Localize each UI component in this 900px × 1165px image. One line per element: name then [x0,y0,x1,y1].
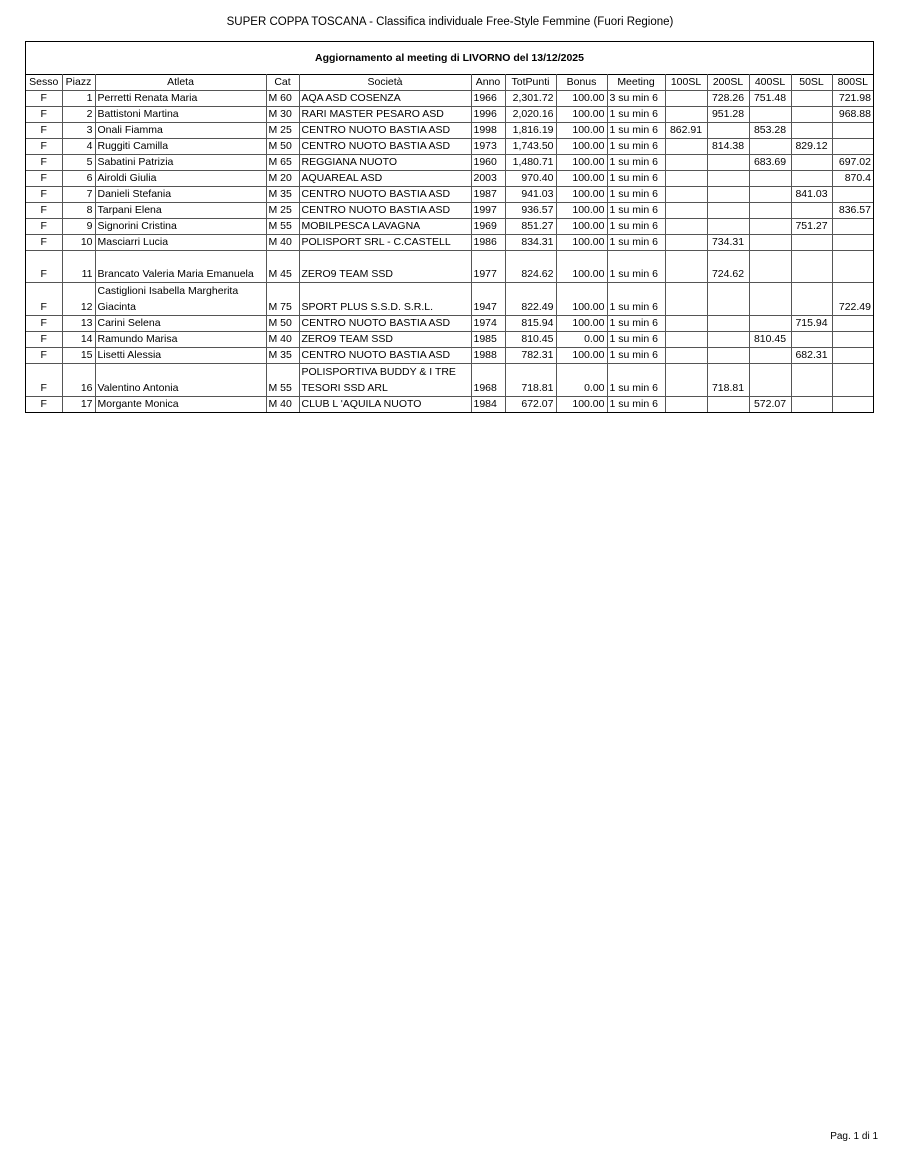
table-header-row [26,75,873,91]
cell-sl50 [791,107,832,123]
cell-societa: CENTRO NUOTO BASTIA ASD [299,203,471,219]
cell-anno: 1977 [471,251,505,283]
cell-sl400: 572.07 [749,397,791,413]
cell-anno: 1974 [471,316,505,332]
table-row [26,364,873,397]
update-subtitle: Aggiornamento al meeting di LIVORNO del 13/12/2025 [315,52,584,64]
cell-bonus: 100.00 [556,219,607,235]
cell-sl50 [791,91,832,107]
cell-sl400 [749,107,791,123]
cell-sesso: F [26,316,62,332]
table-row [26,316,873,332]
header-piazz: Piazz [62,75,95,91]
cell-atleta: Masciarri Lucia [95,235,266,251]
cell-sl200: 728.26 [707,91,749,107]
cell-sesso: F [26,203,62,219]
cell-sl50 [791,123,832,139]
cell-societa: RARI MASTER PESARO ASD [299,107,471,123]
cell-meeting: 1 su min 6 [607,397,665,413]
cell-sl400 [749,251,791,283]
cell-sl200 [707,397,749,413]
cell-anno: 1960 [471,155,505,171]
cell-meeting: 1 su min 6 [607,107,665,123]
cell-atleta: Castiglioni Isabella Margherita Giacinta [95,283,266,316]
cell-sl50 [791,155,832,171]
cell-societa: SPORT PLUS S.S.D. S.R.L. [299,283,471,316]
cell-atleta: Signorini Cristina [95,219,266,235]
cell-cat: M 35 [266,187,299,203]
cell-societa: ZERO9 TEAM SSD [299,251,471,283]
cell-cat: M 60 [266,91,299,107]
cell-bonus: 100.00 [556,139,607,155]
cell-bonus: 100.00 [556,235,607,251]
table-row [26,139,873,155]
table-row [26,348,873,364]
cell-sesso: F [26,251,62,283]
cell-tot: 2,020.16 [505,107,556,123]
cell-sl200 [707,316,749,332]
cell-atleta: Battistoni Martina [95,107,266,123]
cell-sl800: 836.57 [832,203,873,219]
cell-societa: POLISPORT SRL - C.CASTELL [299,235,471,251]
cell-sesso: F [26,348,62,364]
cell-anno: 1988 [471,348,505,364]
cell-sl800 [832,187,873,203]
cell-cat: M 40 [266,235,299,251]
cell-tot: 941.03 [505,187,556,203]
cell-meeting: 1 su min 6 [607,283,665,316]
cell-societa: CENTRO NUOTO BASTIA ASD [299,123,471,139]
cell-sl100 [665,139,707,155]
cell-piazz: 4 [62,139,95,155]
cell-atleta: Ruggiti Camilla [95,139,266,155]
cell-sl800: 968.88 [832,107,873,123]
ranking-table [26,74,873,412]
cell-bonus: 100.00 [556,187,607,203]
cell-sl200: 734.31 [707,235,749,251]
cell-piazz: 12 [62,283,95,316]
header-meeting: Meeting [607,75,665,91]
cell-tot: 834.31 [505,235,556,251]
header-50sl: 50SL [791,75,832,91]
cell-sesso: F [26,364,62,397]
cell-sl200 [707,171,749,187]
cell-anno: 1987 [471,187,505,203]
cell-cat: M 40 [266,332,299,348]
cell-piazz: 9 [62,219,95,235]
cell-sl400 [749,171,791,187]
cell-sl800 [832,251,873,283]
cell-sl800 [832,332,873,348]
cell-meeting: 3 su min 6 [607,91,665,107]
cell-bonus: 0.00 [556,364,607,397]
cell-sl50 [791,235,832,251]
cell-bonus: 100.00 [556,107,607,123]
cell-tot: 1,480.71 [505,155,556,171]
cell-sl50: 715.94 [791,316,832,332]
cell-bonus: 100.00 [556,123,607,139]
table-row [26,91,873,107]
header-400sl: 400SL [749,75,791,91]
cell-sl50: 682.31 [791,348,832,364]
cell-sl100 [665,316,707,332]
cell-anno: 1968 [471,364,505,397]
cell-sl50 [791,283,832,316]
cell-sl100 [665,203,707,219]
cell-cat: M 50 [266,316,299,332]
cell-sl400: 683.69 [749,155,791,171]
cell-sl800 [832,139,873,155]
cell-piazz: 14 [62,332,95,348]
cell-sl100 [665,364,707,397]
cell-atleta: Perretti Renata Maria [95,91,266,107]
cell-sl400 [749,348,791,364]
cell-sl50 [791,332,832,348]
header-sesso: Sesso [26,75,62,91]
cell-anno: 1973 [471,139,505,155]
cell-sl200 [707,203,749,219]
cell-sl50 [791,364,832,397]
table-row [26,155,873,171]
cell-sl100 [665,171,707,187]
cell-piazz: 5 [62,155,95,171]
cell-sl400 [749,235,791,251]
cell-atleta: Lisetti Alessia [95,348,266,364]
cell-piazz: 8 [62,203,95,219]
cell-meeting: 1 su min 6 [607,203,665,219]
ranking-frame [25,41,874,413]
cell-sesso: F [26,91,62,107]
cell-sl800 [832,235,873,251]
cell-atleta: Carini Selena [95,316,266,332]
table-row [26,283,873,316]
cell-meeting: 1 su min 6 [607,235,665,251]
cell-sesso: F [26,187,62,203]
cell-tot: 1,743.50 [505,139,556,155]
cell-meeting: 1 su min 6 [607,219,665,235]
cell-anno: 1998 [471,123,505,139]
cell-sl200 [707,283,749,316]
cell-meeting: 1 su min 6 [607,187,665,203]
cell-sl800: 870.4 [832,171,873,187]
cell-sesso: F [26,139,62,155]
cell-sl100 [665,397,707,413]
cell-sl400: 853.28 [749,123,791,139]
cell-meeting: 1 su min 6 [607,171,665,187]
cell-anno: 1966 [471,91,505,107]
cell-piazz: 6 [62,171,95,187]
cell-societa: POLISPORTIVA BUDDY & I TRE TESORI SSD ARL [299,364,471,397]
cell-sl100 [665,348,707,364]
cell-piazz: 11 [62,251,95,283]
cell-tot: 824.62 [505,251,556,283]
cell-sl400 [749,219,791,235]
table-row [26,332,873,348]
cell-sesso: F [26,332,62,348]
cell-sl50: 829.12 [791,139,832,155]
cell-atleta: Valentino Antonia [95,364,266,397]
cell-piazz: 15 [62,348,95,364]
cell-sl100 [665,107,707,123]
cell-societa: AQA ASD COSENZA [299,91,471,107]
cell-sl50: 751.27 [791,219,832,235]
cell-sl400 [749,364,791,397]
cell-societa: CENTRO NUOTO BASTIA ASD [299,139,471,155]
cell-bonus: 100.00 [556,348,607,364]
cell-anno: 1996 [471,107,505,123]
cell-tot: 672.07 [505,397,556,413]
cell-sl200 [707,187,749,203]
cell-piazz: 10 [62,235,95,251]
cell-meeting: 1 su min 6 [607,316,665,332]
cell-meeting: 1 su min 6 [607,251,665,283]
cell-bonus: 0.00 [556,332,607,348]
table-body [26,91,873,413]
cell-bonus: 100.00 [556,203,607,219]
cell-sesso: F [26,171,62,187]
header-anno: Anno [471,75,505,91]
cell-sl800 [832,219,873,235]
cell-cat: M 55 [266,219,299,235]
cell-cat: M 35 [266,348,299,364]
cell-piazz: 17 [62,397,95,413]
cell-anno: 1997 [471,203,505,219]
cell-sl800: 721.98 [832,91,873,107]
table-row [26,107,873,123]
cell-tot: 815.94 [505,316,556,332]
cell-piazz: 16 [62,364,95,397]
cell-sesso: F [26,283,62,316]
cell-atleta: Danieli Stefania [95,187,266,203]
cell-anno: 1984 [471,397,505,413]
cell-sl800: 722.49 [832,283,873,316]
header-totpunti: TotPunti [505,75,556,91]
cell-bonus: 100.00 [556,283,607,316]
cell-sl800 [832,316,873,332]
cell-piazz: 1 [62,91,95,107]
cell-cat: M 50 [266,139,299,155]
cell-sl400 [749,139,791,155]
cell-sl800 [832,364,873,397]
cell-sl200 [707,219,749,235]
cell-cat: M 55 [266,364,299,397]
cell-sl100: 862.91 [665,123,707,139]
cell-sl200 [707,123,749,139]
cell-sl400: 810.45 [749,332,791,348]
cell-societa: CENTRO NUOTO BASTIA ASD [299,316,471,332]
cell-tot: 810.45 [505,332,556,348]
cell-sl200: 718.81 [707,364,749,397]
cell-meeting: 1 su min 6 [607,139,665,155]
cell-sl100 [665,155,707,171]
cell-anno: 2003 [471,171,505,187]
header-200sl: 200SL [707,75,749,91]
cell-sesso: F [26,123,62,139]
cell-cat: M 45 [266,251,299,283]
cell-tot: 936.57 [505,203,556,219]
cell-cat: M 20 [266,171,299,187]
document-title: SUPER COPPA TOSCANA - Classifica individuale Free-Style Femmine (Fuori Regione) [226,16,674,28]
cell-meeting: 1 su min 6 [607,332,665,348]
cell-atleta: Morgante Monica [95,397,266,413]
cell-meeting: 1 su min 6 [607,123,665,139]
cell-bonus: 100.00 [556,316,607,332]
table-row [26,203,873,219]
cell-sl100 [665,251,707,283]
cell-sl800 [832,348,873,364]
cell-tot: 851.27 [505,219,556,235]
cell-piazz: 3 [62,123,95,139]
table-row [26,123,873,139]
cell-sl400 [749,187,791,203]
table-row [26,171,873,187]
cell-bonus: 100.00 [556,397,607,413]
cell-sl800 [832,123,873,139]
cell-atleta: Tarpani Elena [95,203,266,219]
cell-atleta: Ramundo Marisa [95,332,266,348]
cell-societa: MOBILPESCA LAVAGNA [299,219,471,235]
cell-bonus: 100.00 [556,155,607,171]
cell-atleta: Sabatini Patrizia [95,155,266,171]
cell-societa: ZERO9 TEAM SSD [299,332,471,348]
cell-sesso: F [26,397,62,413]
cell-societa: CLUB L 'AQUILA NUOTO [299,397,471,413]
cell-sesso: F [26,107,62,123]
cell-societa: CENTRO NUOTO BASTIA ASD [299,348,471,364]
table-row [26,219,873,235]
cell-sl50 [791,397,832,413]
cell-sl200 [707,332,749,348]
header-100sl: 100SL [665,75,707,91]
cell-cat: M 40 [266,397,299,413]
cell-atleta: Airoldi Giulia [95,171,266,187]
cell-sl100 [665,91,707,107]
cell-sesso: F [26,235,62,251]
cell-sl50 [791,251,832,283]
cell-meeting: 1 su min 6 [607,364,665,397]
cell-piazz: 13 [62,316,95,332]
cell-sl100 [665,187,707,203]
header-cat: Cat [266,75,299,91]
cell-cat: M 25 [266,123,299,139]
cell-tot: 782.31 [505,348,556,364]
cell-sesso: F [26,219,62,235]
table-row [26,235,873,251]
cell-sl800 [832,397,873,413]
header-atleta: Atleta [95,75,266,91]
cell-anno: 1947 [471,283,505,316]
header-800sl: 800SL [832,75,873,91]
cell-anno: 1985 [471,332,505,348]
cell-atleta: Onali Fiamma [95,123,266,139]
cell-piazz: 2 [62,107,95,123]
cell-sl200: 724.62 [707,251,749,283]
cell-sl400 [749,203,791,219]
cell-cat: M 30 [266,107,299,123]
cell-meeting: 1 su min 6 [607,155,665,171]
cell-tot: 2,301.72 [505,91,556,107]
table-row [26,187,873,203]
cell-atleta: Brancato Valeria Maria Emanuela [95,251,266,283]
cell-sl50 [791,203,832,219]
cell-meeting: 1 su min 6 [607,348,665,364]
cell-sl100 [665,283,707,316]
cell-sl100 [665,235,707,251]
cell-tot: 822.49 [505,283,556,316]
cell-anno: 1969 [471,219,505,235]
cell-sl200: 814.38 [707,139,749,155]
cell-sl800: 697.02 [832,155,873,171]
cell-sl400 [749,316,791,332]
cell-sl200 [707,155,749,171]
cell-cat: M 75 [266,283,299,316]
cell-societa: REGGIANA NUOTO [299,155,471,171]
cell-tot: 970.40 [505,171,556,187]
cell-bonus: 100.00 [556,251,607,283]
page-number: Pag. 1 di 1 [830,1131,878,1142]
cell-bonus: 100.00 [556,171,607,187]
cell-sl100 [665,332,707,348]
cell-cat: M 65 [266,155,299,171]
cell-sesso: F [26,155,62,171]
cell-tot: 718.81 [505,364,556,397]
cell-societa: CENTRO NUOTO BASTIA ASD [299,187,471,203]
cell-piazz: 7 [62,187,95,203]
cell-sl400 [749,283,791,316]
cell-sl100 [665,219,707,235]
header-societa: Società [299,75,471,91]
cell-cat: M 25 [266,203,299,219]
cell-anno: 1986 [471,235,505,251]
cell-tot: 1,816.19 [505,123,556,139]
table-row [26,397,873,413]
cell-sl50: 841.03 [791,187,832,203]
cell-sl200: 951.28 [707,107,749,123]
cell-societa: AQUAREAL ASD [299,171,471,187]
table-row [26,251,873,283]
cell-sl200 [707,348,749,364]
cell-sl50 [791,171,832,187]
cell-bonus: 100.00 [556,91,607,107]
cell-sl400: 751.48 [749,91,791,107]
header-bonus: Bonus [556,75,607,91]
